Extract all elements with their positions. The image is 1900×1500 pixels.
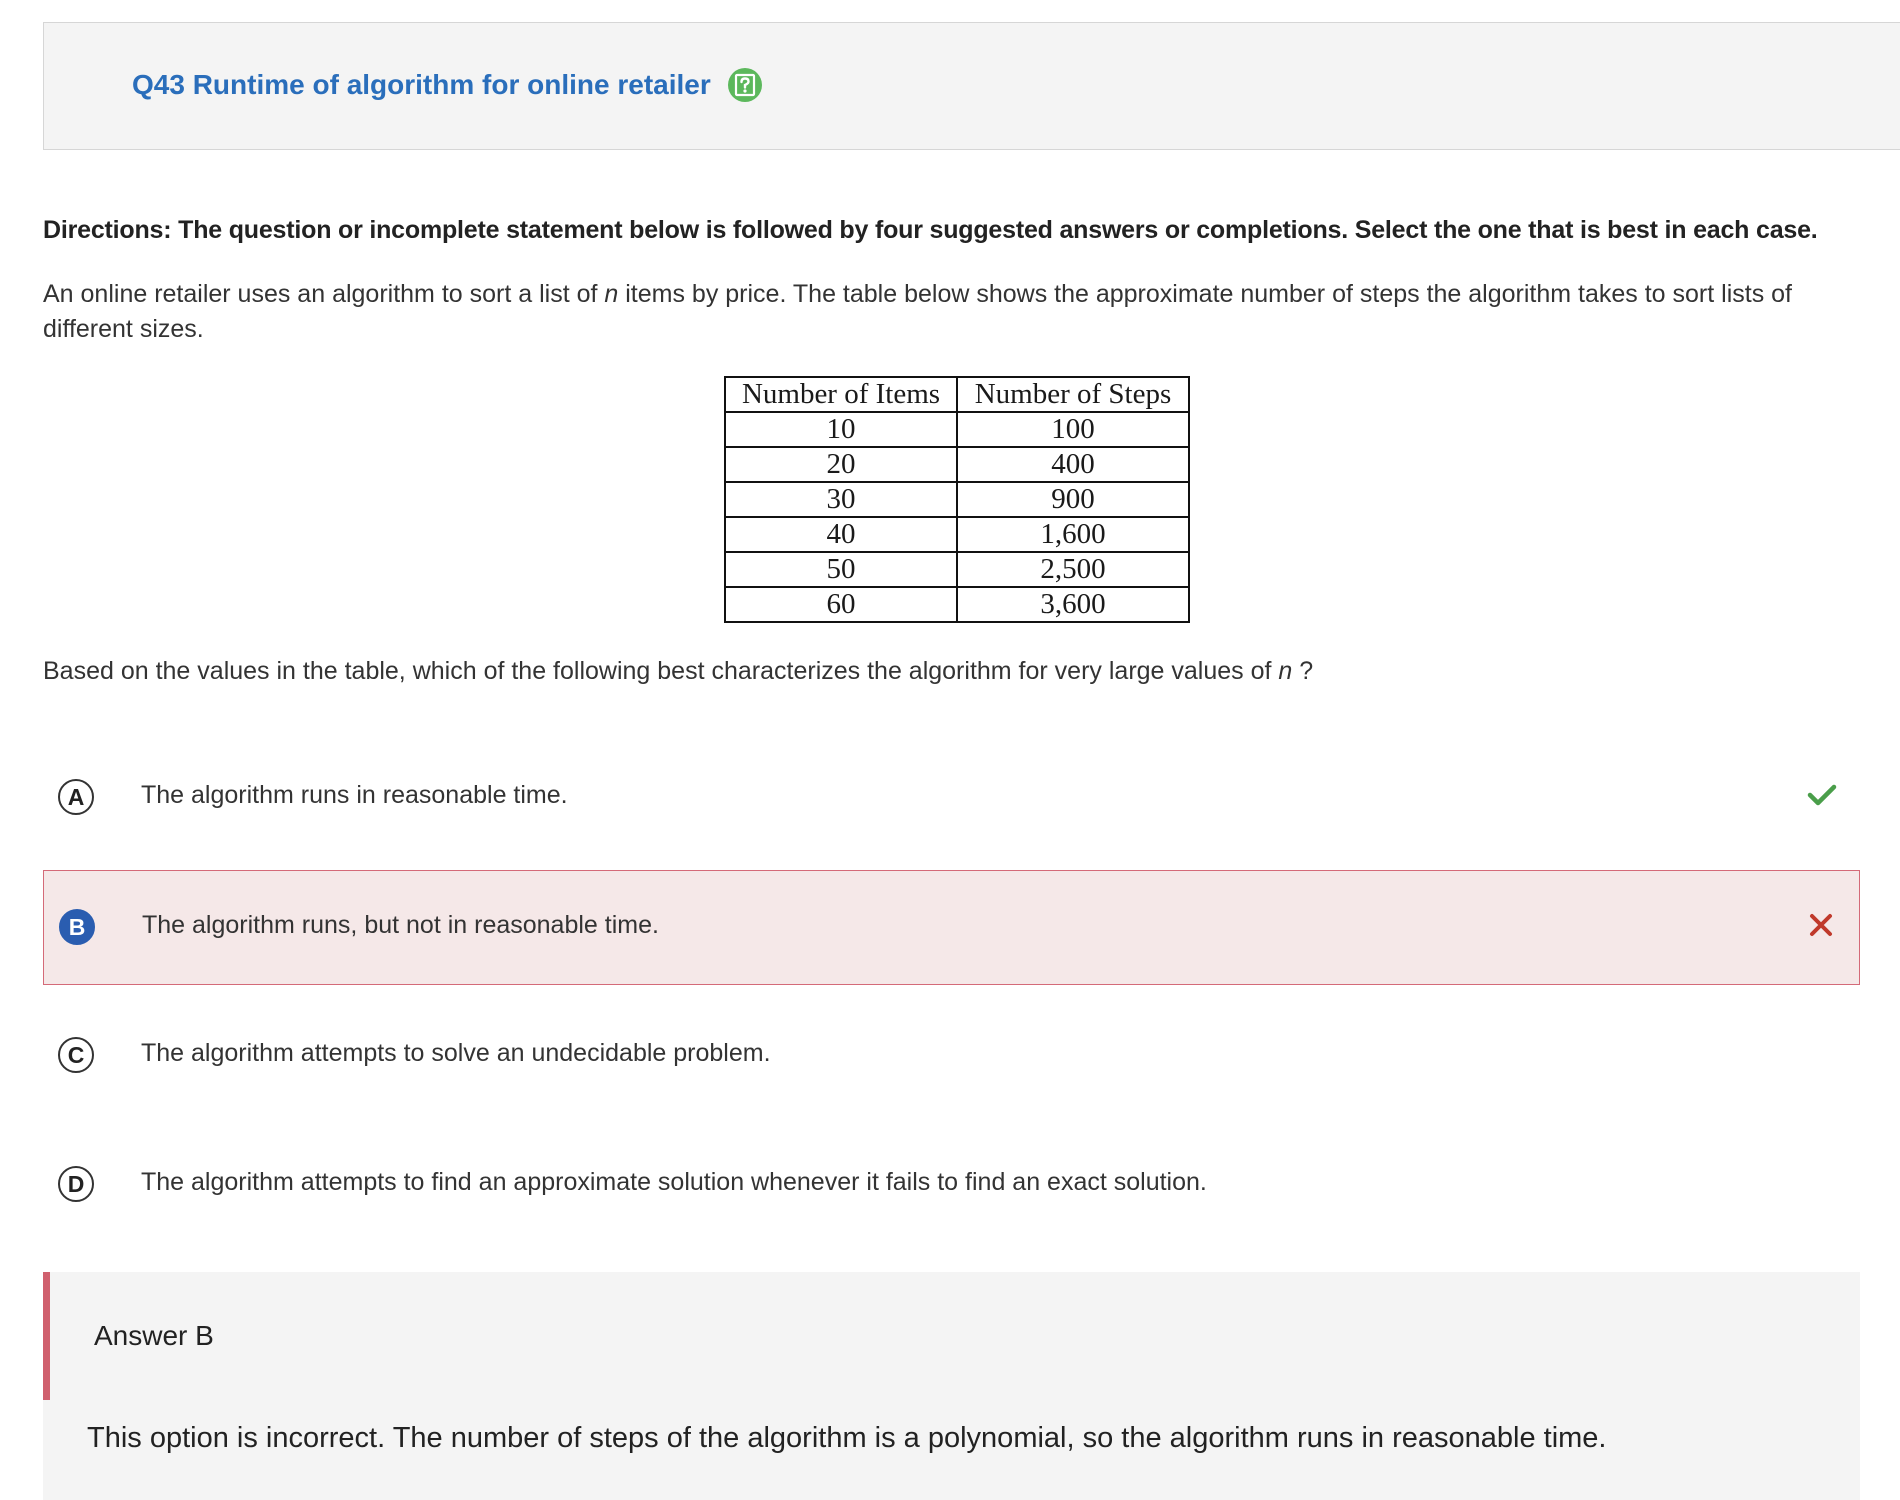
table-row <box>725 447 1189 482</box>
steps-cell: 900 <box>957 482 1189 517</box>
items-cell: 40 <box>725 517 957 552</box>
table-row <box>725 552 1189 587</box>
choice-text-c[interactable]: The algorithm attempts to solve an undecidable problem. <box>141 1039 771 1067</box>
choice-letter-c[interactable]: C <box>58 1037 94 1073</box>
choice-letter-b[interactable]: B <box>59 909 95 945</box>
question-title[interactable]: Q43 Runtime of algorithm for online retailer <box>132 69 711 100</box>
question-header <box>43 22 1900 150</box>
items-cell: 50 <box>725 552 957 587</box>
directions-text: Directions: The question or incomplete statement below is followed by four suggested answers or completions. Select the one that is best in each case. <box>43 216 1818 244</box>
choice-b[interactable] <box>43 870 1860 985</box>
table-row <box>725 412 1189 447</box>
stem-text-before: An online retailer uses an algorithm to sort a list of <box>43 280 605 308</box>
table-header-steps: Number of Steps <box>957 377 1189 412</box>
table-header-row <box>725 377 1189 412</box>
prompt-variable-n: n <box>1278 657 1293 685</box>
stem-text-after: items by price. The table below shows the approximate number of steps the algorithm takes to sort lists of different sizes. <box>43 280 1793 343</box>
table-row <box>725 482 1189 517</box>
explanation-text: This option is incorrect. The number of steps of the algorithm is a polynomial, so the algorithm runs in reasonable time. <box>87 1422 1607 1454</box>
choice-a[interactable] <box>43 741 1860 856</box>
choice-text-b[interactable]: The algorithm runs, but not in reasonable time. <box>142 911 659 939</box>
steps-cell: 2,500 <box>957 552 1189 587</box>
items-cell: 60 <box>725 587 957 622</box>
items-cell: 10 <box>725 412 957 447</box>
help-icon[interactable] <box>727 67 763 103</box>
steps-table <box>724 376 1190 623</box>
answer-label: Answer B <box>94 1320 214 1351</box>
check-icon <box>1806 779 1838 811</box>
items-cell: 30 <box>725 482 957 517</box>
choice-letter-d[interactable]: D <box>58 1166 94 1202</box>
table-header-items: Number of Items <box>725 377 957 412</box>
question-prompt <box>43 657 1853 686</box>
table-row <box>725 587 1189 622</box>
steps-cell: 100 <box>957 412 1189 447</box>
prompt-text-before: Based on the values in the table, which of the following best characterizes the algorithm for very large values of <box>43 657 1279 685</box>
question-stem <box>43 277 1853 347</box>
choice-c[interactable] <box>43 999 1860 1114</box>
items-cell: 20 <box>725 447 957 482</box>
prompt-text-after: ? <box>1292 657 1314 685</box>
choice-d[interactable] <box>43 1128 1860 1243</box>
steps-cell: 1,600 <box>957 517 1189 552</box>
choice-letter-a[interactable]: A <box>58 779 94 815</box>
stem-variable-n: n <box>604 280 619 308</box>
choice-text-a[interactable]: The algorithm runs in reasonable time. <box>141 781 568 809</box>
steps-cell: 3,600 <box>957 587 1189 622</box>
steps-cell: 400 <box>957 447 1189 482</box>
explanation-accent-bar <box>43 1272 50 1400</box>
close-icon <box>1805 909 1837 941</box>
choice-text-d[interactable]: The algorithm attempts to find an approximate solution whenever it fails to find an exact solution. <box>141 1168 1207 1196</box>
answer-explanation <box>43 1272 1860 1500</box>
table-row <box>725 517 1189 552</box>
